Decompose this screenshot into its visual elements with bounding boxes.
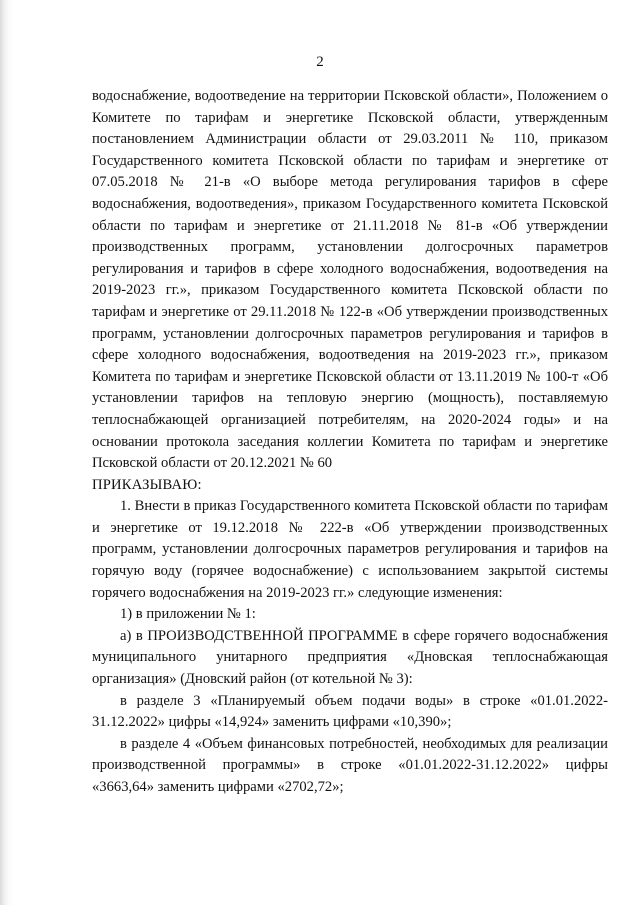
- item-1-paragraph: 1. Внести в приказ Государственного комитета Псковской области по тарифам и энергетике от 19.12.2018 № 222-в «Об утверждении производственных программ, установлении долгосрочных параметров регулирования и тарифов на горячую воду (горячее водоснабжение) с использованием закрытой системы горячего водоснабжения на 2019-2023 гг.» следующие изменения:: [92, 498, 608, 601]
- subitem-1-paragraph: 1) в приложении № 1:: [120, 606, 256, 623]
- scan-edge-shadow: [0, 0, 14, 905]
- document-body: [92, 86, 608, 799]
- section-3-paragraph: в разделе 3 «Планируемый объем подачи воды» в строке «01.01.2022-31.12.2022» цифры «14,924» заменить цифрами «10,390»;: [92, 692, 608, 731]
- section-4-paragraph: в разделе 4 «Объем финансовых потребностей, необходимых для реализации производственной программы» в строке «01.01.2022-31.12.2022» цифры «3663,64» заменить цифрами «2702,72»;: [92, 735, 608, 795]
- subitem-a-paragraph: а) в ПРОИЗВОДСТВЕННОЙ ПРОГРАММЕ в сфере горячего водоснабжения муниципального унитарного предприятия «Дновская теплоснабжающая организация» (Дновский район (от котельной № 3):: [92, 627, 608, 688]
- page-number: 2: [316, 54, 324, 70]
- order-heading: ПРИКАЗЫВАЮ:: [92, 476, 202, 493]
- intro-paragraph: водоснабжение, водоотведение на территории Псковской области», Положением о Комитете по тарифам и энергетике Псковской области, утвержденным постановлением Администрации области от 29.03.2011 № 110, приказом Государственного комитета Псковской области по тарифам и энергетике от 07.05.2018 № 21-в «О выборе метода регулирования тарифов в сфере водоснабжения, водоотведения», приказом Государственного комитета Псковской области по тарифам и энергетике от 21.11.2018 № 81-в «Об утверждении производственных программ, установлении долгосрочных параметров регулирования и тарифов в сфере холодного водоснабжения, водоотведения на 2019-2023 гг.», приказом Государственного комитета Псковской области по тарифам и энергетике от 29.11.2018 № 122-в «Об утверждении производственных программ, установлении долгосрочных параметров регулирования и тарифов в сфере холодного водоснабжения, водоотведения на 2019-2023 гг.», приказом Комитета по тарифам и энергетике Псковской области от 13.11.2019 № 100-т «Об установлении тарифов на тепловую энергию (мощность), поставляемую теплоснабжающей организацией потребителям, на 2020-2024 годы» и на основании протокола заседания коллегии Комитета по тарифам и энергетике Псковской области от 20.12.2021 № 60: [92, 88, 608, 472]
